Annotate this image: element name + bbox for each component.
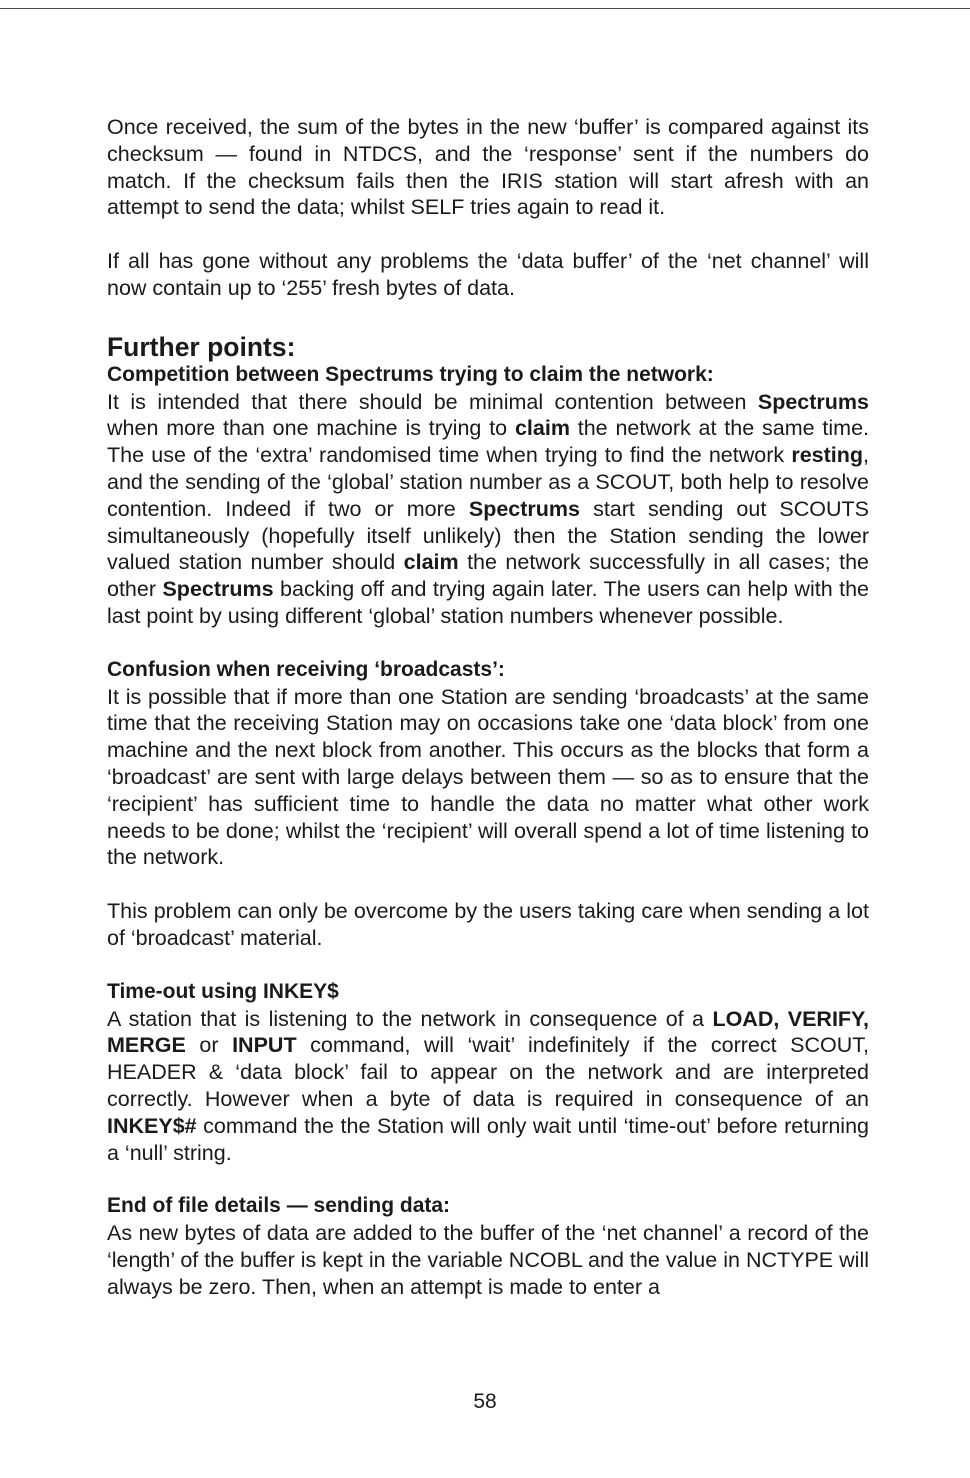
confusion-paragraph-2: This problem can only be overcome by the users taking care when sending a lot of ‘broadcast’ material.: [107, 899, 869, 950]
bold-term: Spectrums: [468, 496, 580, 521]
bold-term: INKEY$#: [107, 1113, 197, 1138]
bold-term: resting: [791, 443, 864, 468]
further-points-heading: Further points:: [107, 331, 296, 362]
text-run: command the the Station will only wait until ‘time-out’ before returning a ‘null’ string.: [107, 1113, 869, 1165]
intro-paragraph-2: If all has gone without any problems the ‘data buffer’ of the ‘net channel’ will now contain up to ‘255’ fresh bytes of data.: [107, 249, 869, 300]
bold-term: LOAD, VERIFY, MERGE: [107, 1006, 869, 1058]
bold-term: claim: [403, 550, 459, 575]
intro-paragraph-1: Once received, the sum of the bytes in the new ‘buffer’ is compared against its checksum — found in NTDCS, and the ‘response’ sent if the numbers do match. If the checksum fails then the IRIS station will start afresh with an attempt to send the data; whilst SELF tries again to read it.: [107, 115, 869, 220]
eof-section: [107, 1193, 869, 1300]
text-run: It is intended that there should be minimal contention between: [107, 389, 758, 414]
text-run: the network at the same time. The use of the ‘extra’ randomised time when trying to find the network: [107, 416, 869, 468]
eof-heading: End of file details — sending data:: [107, 1194, 451, 1218]
text-run: the network successfully in all cases; the other: [107, 550, 869, 602]
bold-term: claim: [514, 416, 570, 441]
competition-paragraph: [107, 389, 869, 630]
bold-term: Spectrums: [757, 389, 869, 414]
text-run: when more than one machine is trying to: [107, 416, 515, 441]
competition-section: [107, 362, 869, 630]
text-run: or: [185, 1033, 233, 1058]
competition-heading: Competition between Spectrums trying to claim the network:: [107, 362, 714, 386]
confusion-section: [107, 657, 869, 952]
text-run: start sending out SCOUTS simultaneously (hopefully itself unlikely) then the Station sending the lower valued station number should: [107, 496, 869, 575]
text-run: , and the sending of the ‘global’ station number as a SCOUT, both help to resolve contention. Indeed if two or more: [107, 443, 869, 521]
confusion-paragraph-1: It is possible that if more than one Station are sending ‘broadcasts’ at the same time that the receiving Station may on occasions take one ‘data block’ from one machine and the next block from another. This occurs as the blocks that form a ‘broadcast’ are sent with large delays between them — so as to ensure that the ‘recipient’ has sufficient time to handle the data no matter what other work needs to be done; whilst the ‘recipient’ will overall spend a lot of time listening to the network.: [107, 684, 869, 870]
text-run: backing off and trying again later. The users can help with the last point by using different ‘global’ station numbers whenever possible.: [107, 577, 869, 628]
page-content: [107, 114, 869, 1300]
text-run: A station that is listening to the network in consequence of a: [107, 1006, 713, 1031]
bold-term: Spectrums: [162, 577, 274, 602]
confusion-heading: Confusion when receiving ‘broadcasts’:: [107, 657, 505, 681]
bold-term: INPUT: [232, 1033, 297, 1058]
page-number: 58: [473, 1390, 497, 1413]
timeout-heading: Time-out using INKEY$: [107, 979, 339, 1003]
timeout-section: [107, 979, 869, 1167]
eof-paragraph: As new bytes of data are added to the buffer of the ‘net channel’ a record of the ‘length’ of the buffer is kept in the variable NCOBL and the value in NCTYPE will always be zero. Then, when an attempt is made to enter a: [107, 1221, 869, 1299]
timeout-paragraph: [107, 1006, 869, 1167]
top-rule: [0, 8, 970, 9]
text-run: command, will ‘wait’ indefinitely if the correct SCOUT, HEADER & ‘data block’ fail to appear on the network and are interpreted correctly. However when a byte of data is required in consequence of an: [107, 1033, 869, 1111]
